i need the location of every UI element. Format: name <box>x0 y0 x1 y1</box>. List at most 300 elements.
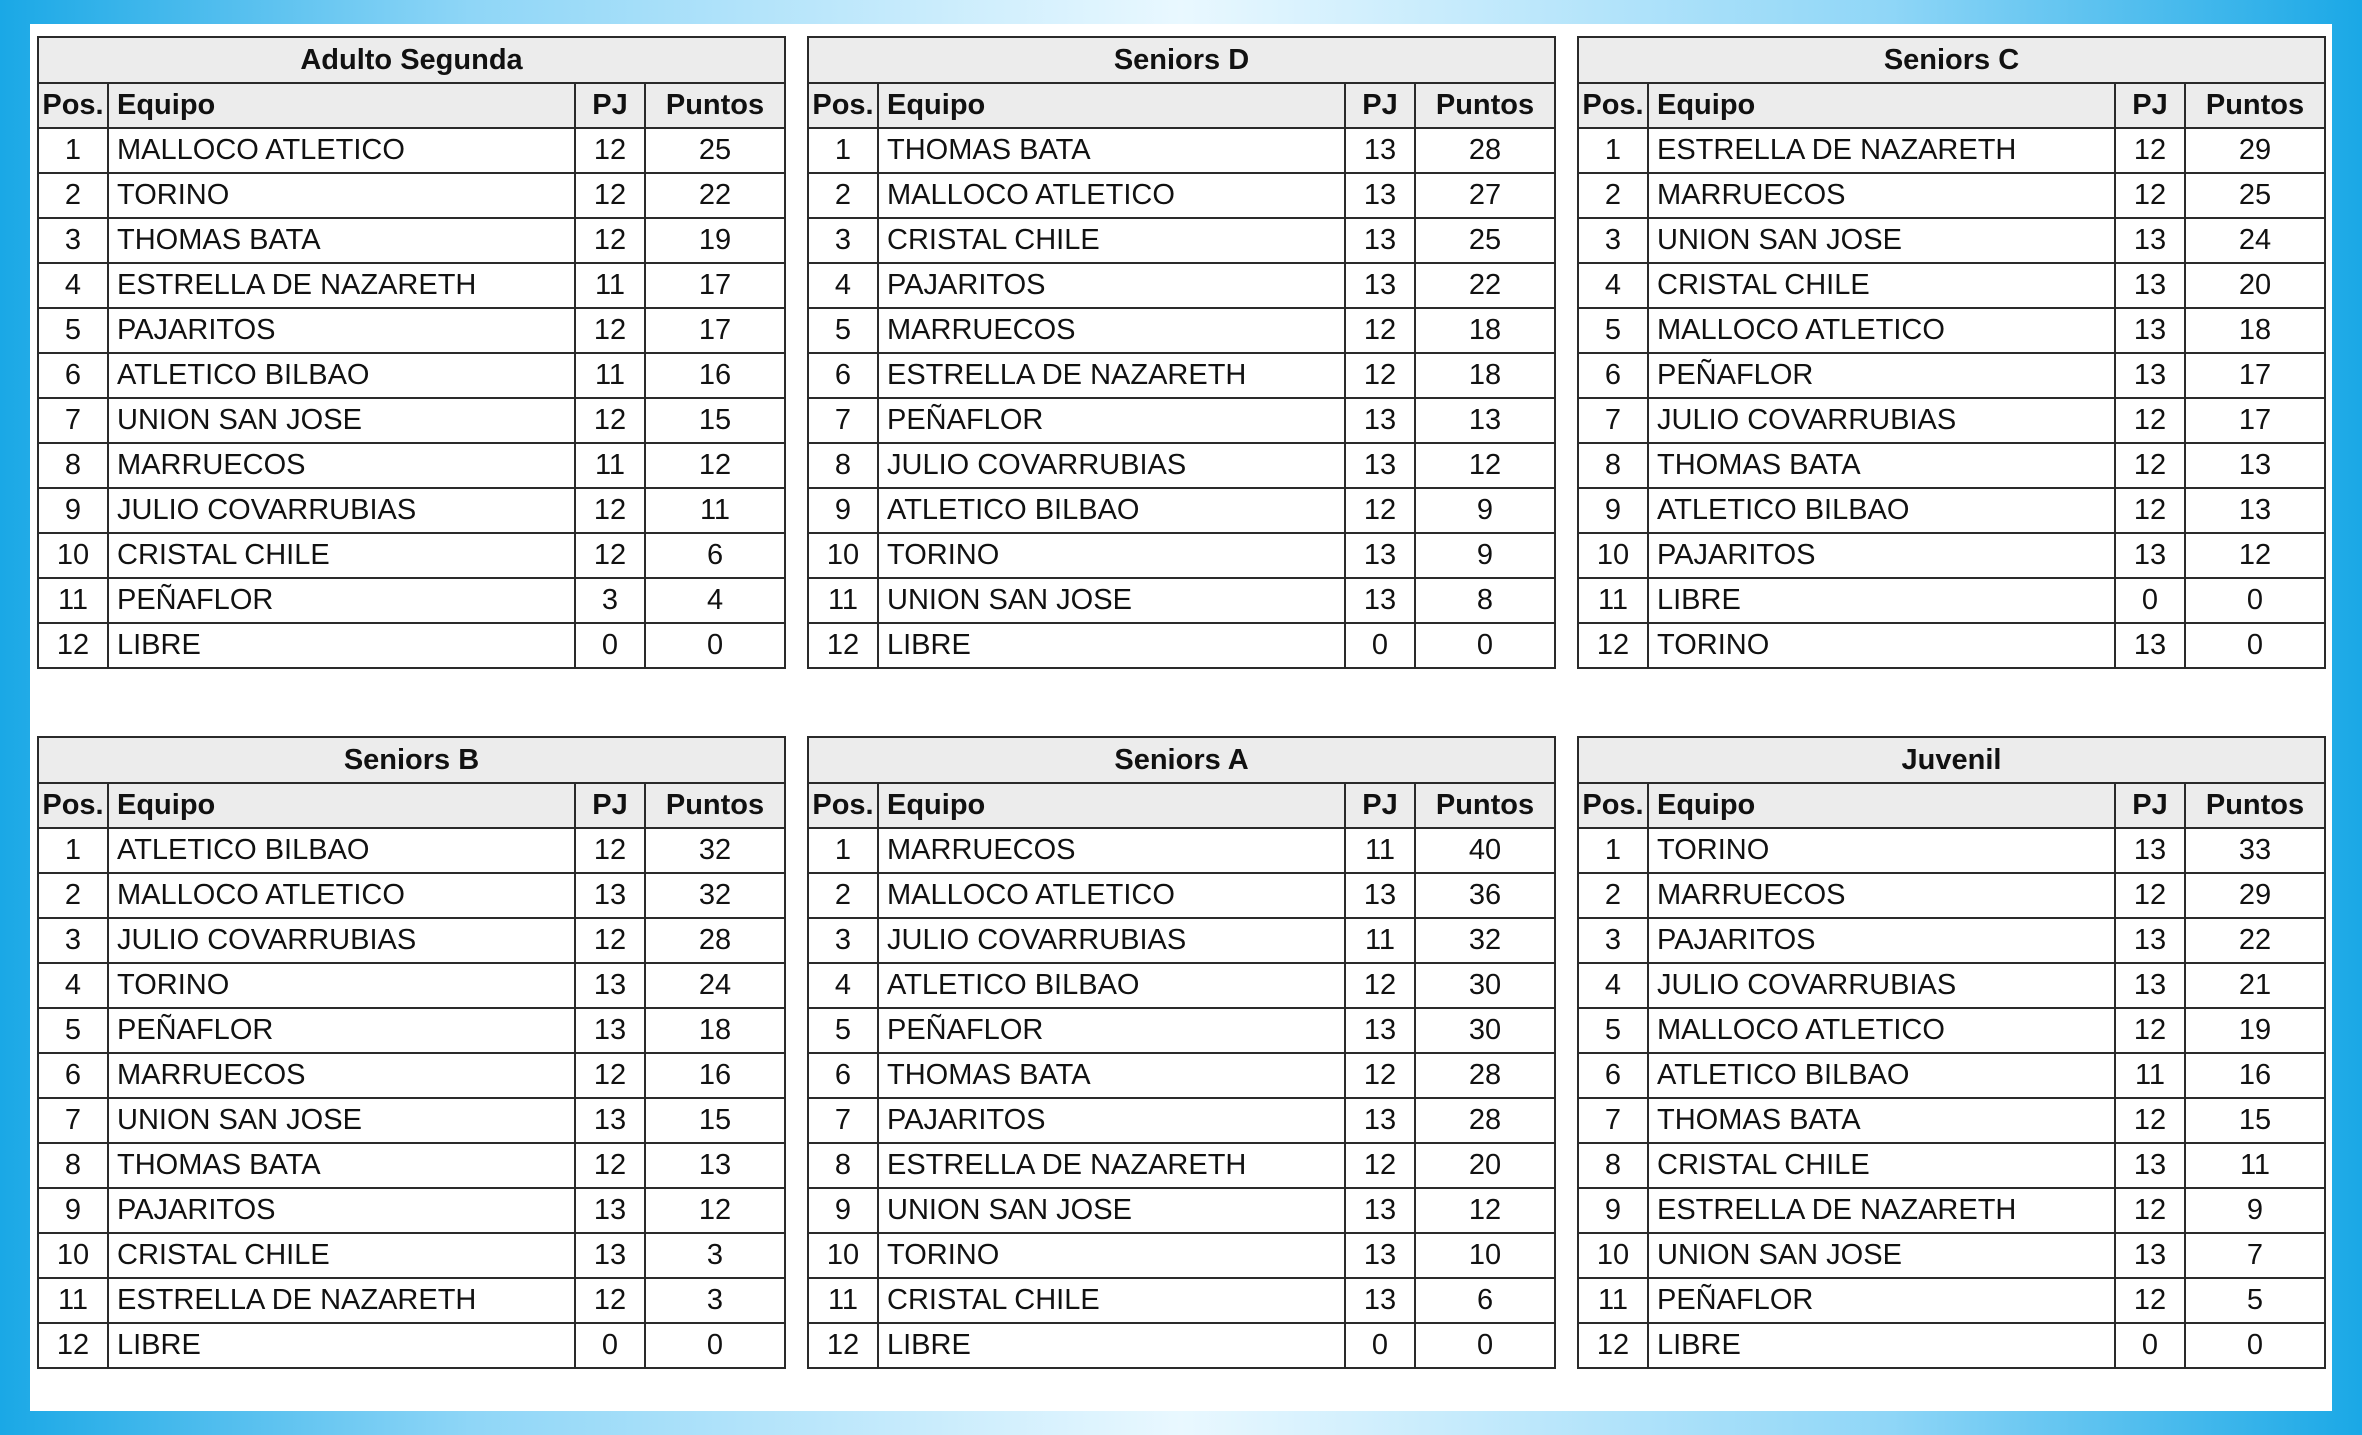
points-cell: 10 <box>1415 1233 1555 1278</box>
team-cell: MARRUECOS <box>1648 173 2115 218</box>
points-cell: 13 <box>645 1143 785 1188</box>
table-row <box>808 1143 1555 1188</box>
pj-cell: 13 <box>1345 1188 1415 1233</box>
table-row <box>808 173 1555 218</box>
pj-cell: 11 <box>2115 1053 2185 1098</box>
points-cell: 15 <box>645 398 785 443</box>
pos-cell: 9 <box>808 488 878 533</box>
pos-cell: 8 <box>1578 1143 1648 1188</box>
points-cell: 32 <box>645 873 785 918</box>
table-row <box>38 578 785 623</box>
points-cell: 18 <box>1415 308 1555 353</box>
pj-cell: 12 <box>575 218 645 263</box>
pos-header: Pos. <box>38 783 108 828</box>
pj-cell: 13 <box>2115 963 2185 1008</box>
table-row <box>808 308 1555 353</box>
pos-cell: 1 <box>1578 828 1648 873</box>
points-cell: 29 <box>2185 873 2325 918</box>
table-header-row <box>1578 783 2325 828</box>
points-cell: 24 <box>645 963 785 1008</box>
standings-table-seniors-c <box>1577 36 2326 669</box>
points-cell: 17 <box>645 263 785 308</box>
points-cell: 0 <box>645 1323 785 1368</box>
pos-cell: 11 <box>1578 1278 1648 1323</box>
pos-cell: 4 <box>808 263 878 308</box>
pos-cell: 3 <box>808 218 878 263</box>
pos-cell: 8 <box>38 443 108 488</box>
pj-cell: 12 <box>2115 488 2185 533</box>
pos-cell: 3 <box>38 918 108 963</box>
team-cell: JULIO COVARRUBIAS <box>108 488 575 533</box>
points-cell: 0 <box>1415 623 1555 668</box>
table-row <box>1578 1233 2325 1278</box>
table-row <box>808 353 1555 398</box>
pj-cell: 12 <box>575 488 645 533</box>
pos-cell: 3 <box>808 918 878 963</box>
team-cell: THOMAS BATA <box>878 1053 1345 1098</box>
table-row <box>808 443 1555 488</box>
pj-cell: 13 <box>1345 1233 1415 1278</box>
pj-cell: 0 <box>575 1323 645 1368</box>
table-title: Seniors D <box>808 37 1555 83</box>
points-cell: 9 <box>1415 533 1555 578</box>
table-title: Juvenil <box>1578 737 2325 783</box>
points-cell: 32 <box>1415 918 1555 963</box>
team-cell: PAJARITOS <box>1648 918 2115 963</box>
table-row <box>808 623 1555 668</box>
table-row <box>38 308 785 353</box>
pos-cell: 6 <box>1578 353 1648 398</box>
table-row <box>1578 398 2325 443</box>
pj-cell: 13 <box>2115 353 2185 398</box>
points-cell: 18 <box>645 1008 785 1053</box>
pj-cell: 13 <box>1345 443 1415 488</box>
team-cell: PEÑAFLOR <box>108 1008 575 1053</box>
pj-cell: 0 <box>1345 1323 1415 1368</box>
points-cell: 28 <box>1415 128 1555 173</box>
pj-cell: 3 <box>575 578 645 623</box>
pj-cell: 12 <box>575 533 645 578</box>
team-header: Equipo <box>108 83 575 128</box>
pos-cell: 10 <box>808 533 878 578</box>
pj-cell: 12 <box>575 828 645 873</box>
team-cell: LIBRE <box>878 1323 1345 1368</box>
team-cell: MALLOCO ATLETICO <box>108 128 575 173</box>
points-cell: 3 <box>645 1233 785 1278</box>
table-title-row <box>1578 737 2325 783</box>
pos-cell: 4 <box>1578 263 1648 308</box>
team-cell: PAJARITOS <box>108 1188 575 1233</box>
pos-cell: 5 <box>1578 308 1648 353</box>
team-cell: PEÑAFLOR <box>1648 1278 2115 1323</box>
team-cell: ESTRELLA DE NAZARETH <box>878 353 1345 398</box>
table-row <box>38 963 785 1008</box>
table-row <box>1578 263 2325 308</box>
pos-cell: 8 <box>38 1143 108 1188</box>
points-cell: 17 <box>645 308 785 353</box>
pos-cell: 3 <box>38 218 108 263</box>
table-row <box>1578 1278 2325 1323</box>
pj-cell: 13 <box>1345 1008 1415 1053</box>
table-row <box>38 443 785 488</box>
team-cell: MALLOCO ATLETICO <box>878 873 1345 918</box>
table-row <box>38 1278 785 1323</box>
pj-cell: 12 <box>1345 1143 1415 1188</box>
team-cell: CRISTAL CHILE <box>108 1233 575 1278</box>
pos-cell: 1 <box>808 128 878 173</box>
points-header: Puntos <box>1415 83 1555 128</box>
points-cell: 40 <box>1415 828 1555 873</box>
pj-cell: 12 <box>1345 488 1415 533</box>
pj-cell: 13 <box>2115 533 2185 578</box>
pos-cell: 12 <box>1578 623 1648 668</box>
team-cell: ATLETICO BILBAO <box>878 488 1345 533</box>
table-row <box>1578 353 2325 398</box>
table-row <box>1578 308 2325 353</box>
team-cell: UNION SAN JOSE <box>108 1098 575 1143</box>
points-cell: 28 <box>645 918 785 963</box>
team-cell: TORINO <box>108 963 575 1008</box>
team-cell: ATLETICO BILBAO <box>878 963 1345 1008</box>
team-cell: JULIO COVARRUBIAS <box>878 443 1345 488</box>
table-row <box>1578 918 2325 963</box>
pj-cell: 12 <box>575 1143 645 1188</box>
points-header: Puntos <box>2185 83 2325 128</box>
points-cell: 3 <box>645 1278 785 1323</box>
points-cell: 8 <box>1415 578 1555 623</box>
points-cell: 0 <box>645 623 785 668</box>
table-title-row <box>1578 37 2325 83</box>
table-row <box>38 1008 785 1053</box>
points-cell: 12 <box>1415 1188 1555 1233</box>
pj-cell: 12 <box>2115 1098 2185 1143</box>
points-cell: 18 <box>2185 308 2325 353</box>
pos-cell: 9 <box>38 488 108 533</box>
points-cell: 12 <box>1415 443 1555 488</box>
team-cell: LIBRE <box>108 623 575 668</box>
pj-cell: 13 <box>1345 873 1415 918</box>
pos-cell: 10 <box>1578 533 1648 578</box>
table-row <box>1578 873 2325 918</box>
table-row <box>808 398 1555 443</box>
pos-cell: 8 <box>1578 443 1648 488</box>
team-cell: ATLETICO BILBAO <box>1648 1053 2115 1098</box>
team-cell: CRISTAL CHILE <box>108 533 575 578</box>
table-row <box>1578 1323 2325 1368</box>
table-row <box>1578 1008 2325 1053</box>
table-row <box>38 353 785 398</box>
table-row <box>38 1143 785 1188</box>
pos-cell: 1 <box>808 828 878 873</box>
pos-cell: 6 <box>38 1053 108 1098</box>
pj-cell: 11 <box>575 263 645 308</box>
pj-cell: 13 <box>2115 1233 2185 1278</box>
pj-cell: 13 <box>2115 623 2185 668</box>
pos-cell: 12 <box>38 1323 108 1368</box>
pj-cell: 12 <box>575 1053 645 1098</box>
team-header: Equipo <box>878 783 1345 828</box>
team-cell: PEÑAFLOR <box>878 1008 1345 1053</box>
team-cell: PAJARITOS <box>108 308 575 353</box>
points-cell: 19 <box>645 218 785 263</box>
team-cell: MARRUECOS <box>108 1053 575 1098</box>
table-row <box>808 918 1555 963</box>
points-cell: 24 <box>2185 218 2325 263</box>
points-cell: 20 <box>1415 1143 1555 1188</box>
points-cell: 6 <box>1415 1278 1555 1323</box>
table-row <box>1578 533 2325 578</box>
pos-cell: 11 <box>38 578 108 623</box>
pos-cell: 6 <box>808 1053 878 1098</box>
team-cell: JULIO COVARRUBIAS <box>878 918 1345 963</box>
team-cell: MARRUECOS <box>878 828 1345 873</box>
table-row <box>808 873 1555 918</box>
points-cell: 32 <box>645 828 785 873</box>
pos-cell: 12 <box>808 1323 878 1368</box>
pj-cell: 12 <box>2115 1008 2185 1053</box>
team-cell: LIBRE <box>878 623 1345 668</box>
table-row <box>808 1053 1555 1098</box>
points-cell: 21 <box>2185 963 2325 1008</box>
pj-header: PJ <box>1345 783 1415 828</box>
pos-cell: 1 <box>1578 128 1648 173</box>
table-row <box>1578 218 2325 263</box>
table-row <box>1578 578 2325 623</box>
team-cell: MALLOCO ATLETICO <box>1648 308 2115 353</box>
pos-cell: 9 <box>38 1188 108 1233</box>
pos-cell: 7 <box>808 398 878 443</box>
pj-cell: 12 <box>575 128 645 173</box>
points-cell: 4 <box>645 578 785 623</box>
pj-header: PJ <box>2115 783 2185 828</box>
points-cell: 20 <box>2185 263 2325 308</box>
standings-table-juvenil <box>1577 736 2326 1369</box>
table-row <box>1578 963 2325 1008</box>
pj-cell: 13 <box>575 873 645 918</box>
points-cell: 22 <box>645 173 785 218</box>
points-cell: 16 <box>645 1053 785 1098</box>
table-title: Seniors A <box>808 737 1555 783</box>
table-row <box>38 128 785 173</box>
table-header-row <box>808 783 1555 828</box>
team-cell: TORINO <box>108 173 575 218</box>
table-title-row <box>808 737 1555 783</box>
pos-cell: 2 <box>1578 873 1648 918</box>
table-row <box>38 1233 785 1278</box>
pj-cell: 12 <box>575 308 645 353</box>
standings-table-seniors-b <box>37 736 786 1369</box>
pos-header: Pos. <box>1578 783 1648 828</box>
points-cell: 15 <box>645 1098 785 1143</box>
pos-header: Pos. <box>1578 83 1648 128</box>
pos-cell: 4 <box>38 963 108 1008</box>
pos-cell: 11 <box>808 1278 878 1323</box>
team-cell: PEÑAFLOR <box>1648 353 2115 398</box>
points-cell: 11 <box>645 488 785 533</box>
pos-cell: 1 <box>38 828 108 873</box>
team-cell: MARRUECOS <box>878 308 1345 353</box>
table-title: Seniors B <box>38 737 785 783</box>
pos-cell: 10 <box>1578 1233 1648 1278</box>
points-header: Puntos <box>645 783 785 828</box>
table-row <box>38 1098 785 1143</box>
points-cell: 0 <box>2185 623 2325 668</box>
team-cell: CRISTAL CHILE <box>1648 263 2115 308</box>
team-cell: ATLETICO BILBAO <box>108 828 575 873</box>
table-row <box>808 263 1555 308</box>
points-cell: 19 <box>2185 1008 2325 1053</box>
pos-cell: 2 <box>1578 173 1648 218</box>
team-cell: THOMAS BATA <box>878 128 1345 173</box>
points-cell: 9 <box>1415 488 1555 533</box>
pj-cell: 13 <box>1345 173 1415 218</box>
pj-cell: 12 <box>2115 1188 2185 1233</box>
points-cell: 13 <box>2185 443 2325 488</box>
team-cell: THOMAS BATA <box>1648 443 2115 488</box>
pos-cell: 3 <box>1578 218 1648 263</box>
points-cell: 13 <box>2185 488 2325 533</box>
team-cell: TORINO <box>1648 623 2115 668</box>
pos-cell: 1 <box>38 128 108 173</box>
team-cell: PAJARITOS <box>878 1098 1345 1143</box>
team-cell: LIBRE <box>1648 578 2115 623</box>
team-cell: PEÑAFLOR <box>108 578 575 623</box>
points-cell: 36 <box>1415 873 1555 918</box>
table-row <box>1578 443 2325 488</box>
table-row <box>808 533 1555 578</box>
pos-cell: 12 <box>808 623 878 668</box>
points-cell: 15 <box>2185 1098 2325 1143</box>
table-row <box>808 828 1555 873</box>
table-row <box>808 128 1555 173</box>
pj-cell: 12 <box>575 918 645 963</box>
team-cell: JULIO COVARRUBIAS <box>1648 963 2115 1008</box>
table-row <box>38 173 785 218</box>
pos-cell: 9 <box>1578 488 1648 533</box>
pj-cell: 12 <box>1345 353 1415 398</box>
table-row <box>38 1323 785 1368</box>
pos-cell: 5 <box>1578 1008 1648 1053</box>
table-row <box>38 218 785 263</box>
pos-cell: 12 <box>38 623 108 668</box>
pj-cell: 13 <box>1345 1278 1415 1323</box>
team-cell: ATLETICO BILBAO <box>108 353 575 398</box>
pj-cell: 13 <box>1345 128 1415 173</box>
points-cell: 9 <box>2185 1188 2325 1233</box>
pj-cell: 0 <box>1345 623 1415 668</box>
pos-cell: 9 <box>1578 1188 1648 1233</box>
pos-cell: 11 <box>808 578 878 623</box>
points-cell: 17 <box>2185 353 2325 398</box>
table-row <box>1578 623 2325 668</box>
pj-cell: 12 <box>2115 173 2185 218</box>
pj-header: PJ <box>2115 83 2185 128</box>
team-cell: UNION SAN JOSE <box>1648 1233 2115 1278</box>
table-row <box>38 263 785 308</box>
team-cell: MARRUECOS <box>1648 873 2115 918</box>
points-cell: 29 <box>2185 128 2325 173</box>
team-cell: ESTRELLA DE NAZARETH <box>1648 1188 2115 1233</box>
pj-cell: 13 <box>575 1188 645 1233</box>
pj-cell: 12 <box>1345 963 1415 1008</box>
pj-cell: 13 <box>1345 578 1415 623</box>
pj-cell: 13 <box>2115 263 2185 308</box>
table-row <box>1578 828 2325 873</box>
table-row <box>808 1098 1555 1143</box>
pj-cell: 13 <box>2115 918 2185 963</box>
team-header: Equipo <box>108 783 575 828</box>
pos-cell: 5 <box>808 1008 878 1053</box>
pos-header: Pos. <box>808 783 878 828</box>
team-header: Equipo <box>1648 83 2115 128</box>
points-cell: 16 <box>2185 1053 2325 1098</box>
pj-header: PJ <box>575 83 645 128</box>
table-row <box>1578 1098 2325 1143</box>
table-row <box>808 1278 1555 1323</box>
table-row <box>38 873 785 918</box>
pos-cell: 9 <box>808 1188 878 1233</box>
points-cell: 12 <box>2185 533 2325 578</box>
points-cell: 6 <box>645 533 785 578</box>
team-cell: ESTRELLA DE NAZARETH <box>108 1278 575 1323</box>
pj-cell: 13 <box>1345 1098 1415 1143</box>
table-row <box>808 218 1555 263</box>
pos-cell: 6 <box>38 353 108 398</box>
team-cell: LIBRE <box>108 1323 575 1368</box>
team-cell: TORINO <box>878 533 1345 578</box>
points-cell: 17 <box>2185 398 2325 443</box>
points-cell: 28 <box>1415 1053 1555 1098</box>
team-cell: UNION SAN JOSE <box>878 1188 1345 1233</box>
standings-table-seniors-a <box>807 736 1556 1369</box>
points-cell: 28 <box>1415 1098 1555 1143</box>
pj-cell: 13 <box>575 963 645 1008</box>
pos-header: Pos. <box>38 83 108 128</box>
team-cell: UNION SAN JOSE <box>878 578 1345 623</box>
table-title-row <box>38 37 785 83</box>
table-title: Seniors C <box>1578 37 2325 83</box>
points-cell: 5 <box>2185 1278 2325 1323</box>
table-title-row <box>808 37 1555 83</box>
pos-cell: 7 <box>1578 398 1648 443</box>
pj-cell: 13 <box>2115 218 2185 263</box>
team-cell: CRISTAL CHILE <box>1648 1143 2115 1188</box>
table-row <box>808 1233 1555 1278</box>
pj-cell: 12 <box>575 398 645 443</box>
pj-cell: 11 <box>1345 828 1415 873</box>
pos-cell: 7 <box>38 1098 108 1143</box>
pj-cell: 13 <box>2115 308 2185 353</box>
team-cell: UNION SAN JOSE <box>108 398 575 443</box>
team-cell: MARRUECOS <box>108 443 575 488</box>
pos-cell: 3 <box>1578 918 1648 963</box>
points-cell: 7 <box>2185 1233 2325 1278</box>
points-cell: 22 <box>1415 263 1555 308</box>
table-row <box>38 828 785 873</box>
team-cell: CRISTAL CHILE <box>878 218 1345 263</box>
pos-header: Pos. <box>808 83 878 128</box>
points-cell: 0 <box>2185 578 2325 623</box>
pos-cell: 2 <box>38 173 108 218</box>
team-header: Equipo <box>1648 783 2115 828</box>
points-cell: 30 <box>1415 1008 1555 1053</box>
pj-cell: 12 <box>575 1278 645 1323</box>
pj-cell: 0 <box>2115 578 2185 623</box>
pos-cell: 6 <box>1578 1053 1648 1098</box>
pos-cell: 2 <box>808 873 878 918</box>
pj-cell: 0 <box>2115 1323 2185 1368</box>
team-cell: THOMAS BATA <box>108 1143 575 1188</box>
